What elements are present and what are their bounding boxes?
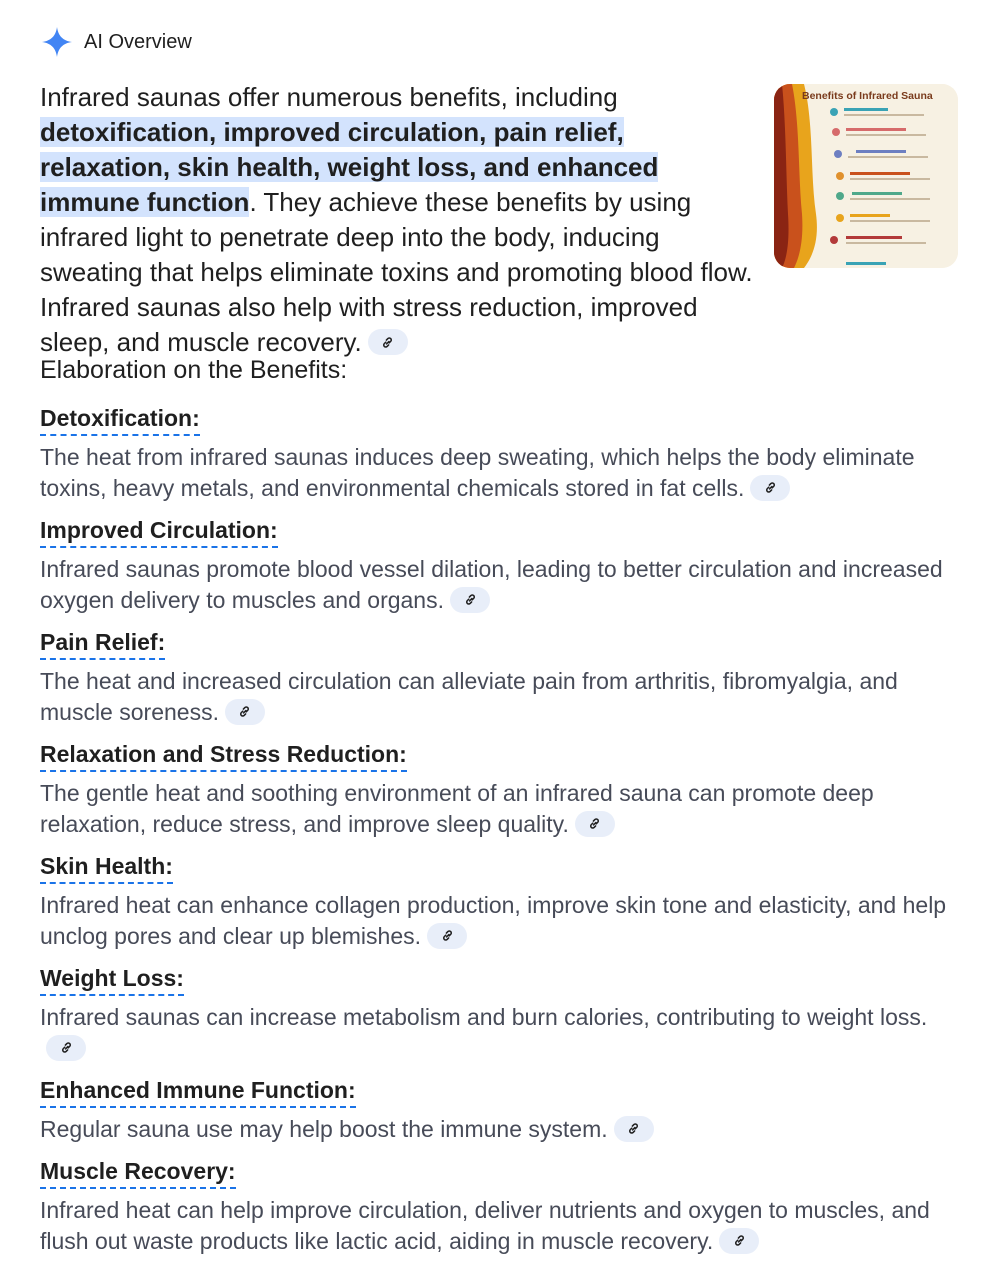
list-item bbox=[40, 1155, 960, 1257]
benefit-description-text: Infrared saunas promote blood vessel dilation, leading to better circulation and increased oxygen delivery to muscles and organs. bbox=[40, 556, 943, 613]
citation-link-button[interactable] bbox=[575, 811, 615, 837]
intro-paragraph bbox=[40, 80, 760, 360]
list-item bbox=[40, 626, 960, 728]
sparkle-icon bbox=[40, 25, 74, 59]
link-icon bbox=[463, 592, 478, 607]
link-icon bbox=[587, 816, 602, 831]
citation-link-button[interactable] bbox=[750, 475, 790, 501]
benefit-term[interactable]: Muscle Recovery: bbox=[40, 1155, 236, 1189]
benefit-description-text: The heat from infrared saunas induces deep sweating, which helps the body eliminate toxins, heavy metals, and environmental chemicals stored in fat cells. bbox=[40, 444, 915, 501]
intro-highlight: detoxification, improved circulation, pain relief, relaxation, skin health, weight loss, and enhanced immune function bbox=[40, 117, 659, 217]
benefit-description bbox=[40, 778, 960, 840]
link-icon bbox=[626, 1121, 641, 1136]
benefit-term[interactable]: Improved Circulation: bbox=[40, 514, 278, 548]
section-heading: Elaboration on the Benefits: bbox=[40, 356, 348, 384]
intro-text-after: . They achieve these benefits by using infrared light to penetrate deep into the body, inducing sweating that helps eliminate toxins and promoting blood flow. Infrared saunas also help with stress reduction, improved sleep, and muscle recovery. bbox=[40, 187, 753, 357]
intro-text-before: Infrared saunas offer numerous benefits, including bbox=[40, 82, 618, 112]
infographic-thumbnail[interactable] bbox=[774, 84, 958, 268]
benefits-list bbox=[40, 402, 960, 1267]
benefit-description-text: Infrared saunas can increase metabolism and burn calories, contributing to weight loss. bbox=[40, 1004, 928, 1030]
list-item bbox=[40, 850, 960, 952]
list-item bbox=[40, 402, 960, 504]
citation-link-button[interactable] bbox=[225, 699, 265, 725]
list-item bbox=[40, 1074, 960, 1145]
list-item bbox=[40, 738, 960, 840]
benefit-description bbox=[40, 666, 960, 728]
benefit-term[interactable]: Relaxation and Stress Reduction: bbox=[40, 738, 407, 772]
citation-link-button[interactable] bbox=[719, 1228, 759, 1254]
link-icon bbox=[763, 480, 778, 495]
benefit-description-text: The gentle heat and soothing environment of an infrared sauna can promote deep relaxation, reduce stress, and improve sleep quality. bbox=[40, 780, 874, 837]
benefit-term[interactable]: Skin Health: bbox=[40, 850, 173, 884]
citation-link-button[interactable] bbox=[368, 329, 408, 355]
benefit-description bbox=[40, 890, 960, 952]
citation-link-button[interactable] bbox=[427, 923, 467, 949]
list-item bbox=[40, 514, 960, 616]
benefit-description bbox=[40, 1002, 960, 1064]
ai-overview-title: AI Overview bbox=[84, 30, 192, 53]
benefit-term[interactable]: Detoxification: bbox=[40, 402, 200, 436]
benefit-description bbox=[40, 442, 960, 504]
benefit-term[interactable]: Pain Relief: bbox=[40, 626, 165, 660]
benefit-description bbox=[40, 1114, 960, 1145]
benefit-term[interactable]: Enhanced Immune Function: bbox=[40, 1074, 356, 1108]
benefit-description bbox=[40, 554, 960, 616]
infographic-image bbox=[774, 84, 958, 268]
link-icon bbox=[380, 335, 395, 350]
benefit-description bbox=[40, 1195, 960, 1257]
citation-link-button[interactable] bbox=[450, 587, 490, 613]
benefit-description-text: Infrared heat can help improve circulation, deliver nutrients and oxygen to muscles, and flush out waste products like lactic acid, aiding in muscle recovery. bbox=[40, 1197, 930, 1254]
benefit-term[interactable]: Weight Loss: bbox=[40, 962, 184, 996]
infographic-title: Benefits of Infrared Sauna bbox=[802, 90, 933, 102]
link-icon bbox=[732, 1233, 747, 1248]
link-icon bbox=[59, 1040, 74, 1055]
benefit-description-text: Infrared heat can enhance collagen production, improve skin tone and elasticity, and help unclog pores and clear up blemishes. bbox=[40, 892, 947, 949]
benefit-description-text: Regular sauna use may help boost the immune system. bbox=[40, 1116, 608, 1142]
link-icon bbox=[237, 704, 252, 719]
list-item bbox=[40, 962, 960, 1064]
ai-overview-header bbox=[40, 26, 192, 58]
benefit-description-text: The heat and increased circulation can alleviate pain from arthritis, fibromyalgia, and muscle soreness. bbox=[40, 668, 898, 725]
link-icon bbox=[440, 928, 455, 943]
citation-link-button[interactable] bbox=[614, 1116, 654, 1142]
citation-link-button[interactable] bbox=[46, 1035, 86, 1061]
